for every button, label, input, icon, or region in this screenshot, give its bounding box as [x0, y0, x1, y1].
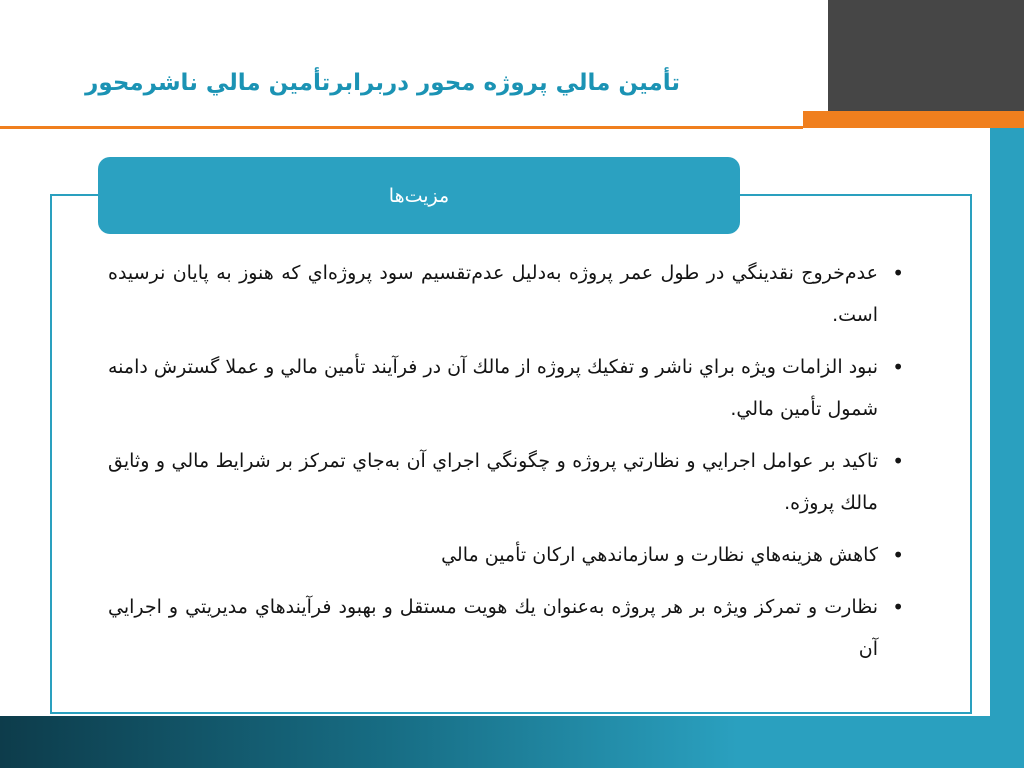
section-header: [98, 157, 740, 234]
bullet-text: كاهش هزينه‌هاي نظارت و سازماندهي اركان تأمين مالي: [441, 544, 878, 566]
bullet-item: [108, 252, 908, 336]
bullet-text: عدم‌خروج نقدينگي در طول عمر پروژه به‌دليل عدم‌تقسيم سود پروژه‌اي كه هنوز به پايان نرسيده است.: [108, 262, 878, 326]
top-right-gray-block: [828, 0, 1024, 111]
orange-accent-block: [803, 111, 1024, 128]
bullet-item: [108, 440, 908, 524]
bullet-dot-icon: •: [892, 449, 904, 473]
bullet-dot-icon: •: [892, 543, 904, 567]
bullet-item: [108, 586, 908, 670]
bullet-dot-icon: •: [892, 261, 904, 285]
bullet-text: تاكيد بر عوامل اجرايي و نظارتي پروژه و چگونگي اجراي آن به‌جاي تمركز بر شرايط مالي و وثايق مالك پروژه.: [108, 450, 878, 514]
bullet-list: [108, 252, 908, 680]
bullet-item: [108, 534, 908, 576]
right-accent-bar: [990, 128, 1024, 768]
section-header-label: مزيت‌ها: [388, 184, 450, 207]
bullet-dot-icon: •: [892, 355, 904, 379]
bottom-gradient-band: [0, 716, 1024, 768]
bullet-text: نظارت و تمركز ويژه بر هر پروژه به‌عنوان يك هويت مستقل و بهبود فرآيندهاي مديريتي و اجرايي آن: [108, 596, 878, 660]
bullet-item: [108, 346, 908, 430]
bullet-dot-icon: •: [892, 595, 904, 619]
title-underline: [0, 126, 803, 129]
bullet-text: نبود الزامات ويژه براي ناشر و تفكيك پروژه از مالك آن در فرآيند تأمين مالي و عملا گسترش دامنه شمول تأمين مالي.: [108, 356, 878, 420]
slide-title: تأمين مالي پروژه محور دربرابرتأمين مالي ناشرمحور: [85, 70, 680, 96]
